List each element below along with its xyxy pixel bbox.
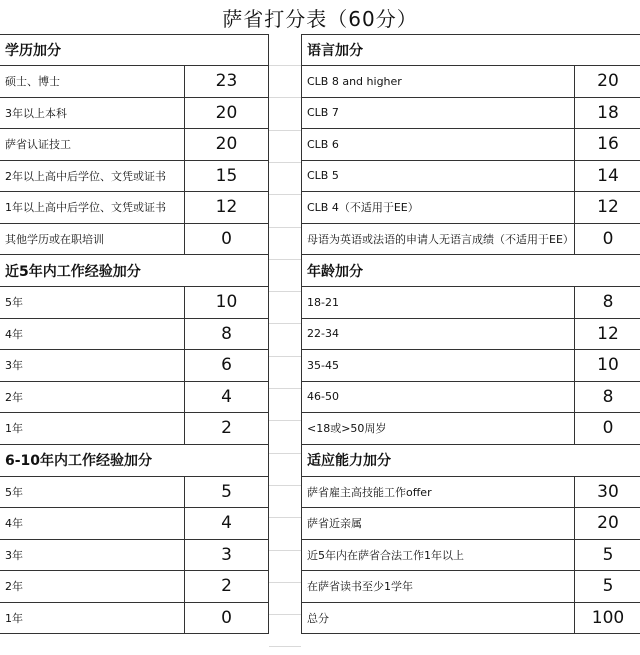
table-row [302,413,640,445]
row-label: 4年 [0,319,185,350]
table-row [0,224,268,256]
row-label: 2年 [0,382,185,413]
right-column [301,34,640,634]
row-score: 18 [597,102,619,123]
row-label: 近5年内在萨省合法工作1年以上 [302,540,575,571]
table-row [0,413,268,445]
row-label: 2年以上高中后学位、文凭或证书 [0,161,185,192]
table-row [0,350,268,382]
left-section-1 [0,255,268,445]
gridline [269,550,301,551]
row-score: 20 [215,102,238,123]
row-label: 总分 [302,603,575,634]
row-score: 6 [221,355,232,376]
table-row [302,350,640,382]
gridline [269,582,301,583]
row-label: 2年 [0,571,185,602]
row-label: 18-21 [302,287,575,318]
table-row [0,161,268,193]
section-heading: 6-10年内工作经验加分 [0,445,268,477]
row-label: 5年 [0,477,185,508]
left-section-2 [0,445,268,635]
row-label: 1年以上高中后学位、文凭或证书 [0,192,185,223]
table-row [0,319,268,351]
row-label: 4年 [0,508,185,539]
gridline [269,485,301,486]
row-label: 35-45 [302,350,575,381]
table-row [302,508,640,540]
table-row [302,319,640,351]
gridline [269,291,301,292]
right-section-0 [302,34,640,255]
row-score: 10 [215,292,238,313]
row-label: 3年 [0,540,185,571]
row-score: 20 [597,71,619,92]
row-score: 5 [602,576,614,597]
table-row [302,66,640,98]
table-row [302,540,640,572]
table-row [302,477,640,509]
gridline [269,453,301,454]
table-row [302,382,640,414]
page-title: 萨省打分表（60分） [0,0,640,35]
table-row [302,287,640,319]
gridline [269,194,301,195]
row-score: 3 [221,544,232,565]
table-row [0,98,268,130]
row-score: 8 [221,323,232,344]
right-section-2 [302,445,640,635]
table-row [0,477,268,509]
gridline [269,227,301,228]
row-score: 20 [215,134,238,155]
gridline [269,130,301,131]
row-label: CLB 5 [302,161,575,192]
row-label: 5年 [0,287,185,318]
row-score: 0 [602,228,614,249]
row-label: 硕士、博士 [0,66,185,97]
row-label: 3年以上本科 [0,98,185,129]
gridline [269,356,301,357]
column-gap [269,34,301,655]
table-row [302,192,640,224]
row-score: 8 [602,292,614,313]
row-label: CLB 6 [302,129,575,160]
table-row [302,98,640,130]
table-row [302,224,640,256]
row-score: 20 [597,513,619,534]
table-row [0,508,268,540]
row-label: 22-34 [302,319,575,350]
table-row [302,603,640,635]
row-label: 3年 [0,350,185,381]
row-label: 母语为英语或法语的申请人无语言成绩（不适用于EE） [302,224,575,255]
gridline [269,323,301,324]
row-score: 2 [221,576,232,597]
row-score: 30 [597,481,619,502]
row-score: 12 [597,197,619,218]
table-row [302,161,640,193]
row-label: CLB 7 [302,98,575,129]
row-score: 100 [591,607,625,628]
section-heading: 近5年内工作经验加分 [0,255,268,287]
row-score: 12 [597,323,619,344]
table-row [0,382,268,414]
gridline [269,97,301,98]
row-label: 46-50 [302,382,575,413]
row-score: 10 [597,355,619,376]
table-row [302,571,640,603]
section-heading: 学历加分 [0,34,268,66]
row-label: 萨省雇主高技能工作offer [302,477,575,508]
left-section-0 [0,34,268,255]
gridline [269,259,301,260]
row-score: 23 [215,71,238,92]
left-column [0,34,269,634]
table-row [302,129,640,161]
row-score: 14 [597,165,619,186]
right-section-1 [302,255,640,445]
table-row [0,571,268,603]
table-row [0,192,268,224]
row-score: 4 [221,513,232,534]
row-label: CLB 8 and higher [302,66,575,97]
row-score: 0 [221,228,232,249]
row-score: 0 [221,607,232,628]
row-label: 其他学历或在职培训 [0,224,185,255]
row-score: 5 [602,544,614,565]
section-heading: 适应能力加分 [302,445,640,477]
row-label: <18或>50周岁 [302,413,575,444]
gridline [269,388,301,389]
row-score: 5 [221,481,232,502]
row-score: 8 [602,386,614,407]
row-label: 在萨省读书至少1学年 [302,571,575,602]
row-score: 15 [215,165,238,186]
table-row [0,603,268,635]
row-score: 4 [221,386,232,407]
section-heading: 语言加分 [302,34,640,66]
row-score: 0 [602,418,614,439]
gridline [269,65,301,66]
gridline [269,646,301,647]
gridline [269,614,301,615]
row-score: 12 [215,197,238,218]
gridline [269,420,301,421]
table-row [0,540,268,572]
row-label: 萨省认证技工 [0,129,185,160]
row-score: 2 [221,418,232,439]
row-label: 萨省近亲属 [302,508,575,539]
row-label: CLB 4（不适用于EE） [302,192,575,223]
row-label: 1年 [0,413,185,444]
section-heading: 年龄加分 [302,255,640,287]
table-row [0,287,268,319]
gridline [269,517,301,518]
gridline [269,162,301,163]
row-label: 1年 [0,603,185,634]
table-row [0,129,268,161]
table-row [0,66,268,98]
row-score: 16 [597,134,619,155]
